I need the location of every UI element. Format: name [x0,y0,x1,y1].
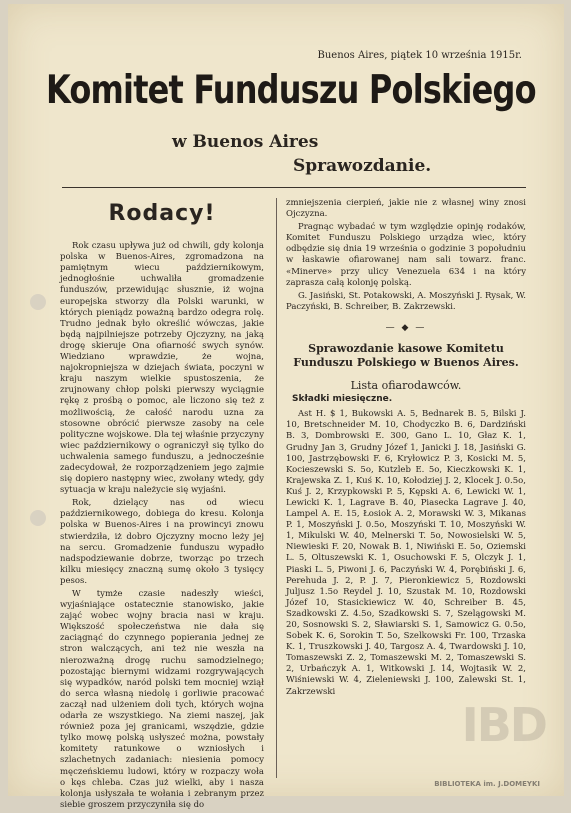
header-rule [62,187,526,188]
paragraph: W tymże czasie nadeszły wieści, wyjaśniające ostatecznie stanowisko, jakie zająć wobec wojny bracia nasi w kraju. Większość społeczeństwa nie dała się zaciągnąć do czynnego popierania jednej ze stron walczących, ani też nie weszła na nierozważną drogę ruchu samodzielnego; pozostając biernymi widzami rozgrywających się wypadków, naród polski tem mocniej wziął do serca własną niedolę i gorliwie pracować zaczął nad ulżeniem doli tych, których wojna odarła ze wszystkiego. Na ziemi naszej, jak również poza jej granicami, wszędzie, gdzie tylko mowę polską usłyszeć można, powstały komitety ratunkowe o wzniosłych i szlachetnych zadaniach: niesienia pomocy męczeńskiemu ludowi, który w rozpaczy woła o kęs chleba. Czas już wielki, aby i nasza kolonja usłyszała te wołania i zebranym przez siebie groszem przyczyniła się do [60,589,264,810]
appeal-heading: Rodacy! [108,201,216,226]
document-title: Komitet Funduszu Polskiego [46,68,536,113]
donor-list: Ast H. $ 1, Bukowski A. 5, Bednarek B. 5, Bilski J. 10, Bretschneider M. 10, Chodyczko B. 6, Dardziński B. 3, Dombrowski E. 300, Gano L. 10, Głaz K. 1, Grudny Jan 3, Grudny Józef 1, Janicki J. 18, Jasiński G. 100, Jastrzębowski F. 6, Kryłowicz P. 3, Kosicki M. 5, Kocieszewski S. 5o, Kutzleb E. 5o, Kieczkowski K. 1, Krajewska Z. 1, Kuś K. 10, Kołodziej J. 2, Klocek J. 0.5o, Kuś J. 2, Krzypkowski P. 5, Kępski A. 6, Lewicki W. 1, Lewicki K. 1, Lagrave B. 40, Piasecka Lagrave J. 40, Lampel A. E. 15, Łosiok A. 2, Morawski W. 3, Mikanas P. 1, Moszyński J. 0.5o, Moszyński T. 10, Moszyński W. 1, Mikulski W. 40, Melnerski T. 5o, Nowosielski W. 5, Niewieski F. 20, Nowak B. 1, Niwiński E. 5o, Oziemski L. 5, Oltuszewski K. 1, Osuchowski F. 5, Olczyk J. 1, Piaski L. 5, Piwoni J. 6, Paczyński W. 4, Porębiński J. 6, Perehuda J. 2, P. J. 7, Pieronkiewicz 5, Rozdowski Juljusz 1.5o Reydel J. 10, Szustak M. 10, Rozdowski Józef 10, Stasickiewicz W. 40, Schreiber B. 45, Szadkowski Z. 4.5o, Szadkowski S. 7, Szelągowski M. 20, Sosnowski S. 2, Sławiarski S. 1, Samowicz G. 0.5o, Sobek K. 6, Sorokin T. 5o, Szelkowski Fr. 100, Trzaska K. 1, Truszkowski J. 40, Targosz A. 4, Twardowski J. 10, Tomaszewski Z. 2, Tomaszewski M. 2, Tomaszewski S. 2, Urbańczyk A. 1, Witkowski J. 14, Wojtasik W. 2, Wiśniewski W. 4, Zieleniewski J. 100, Zalewski St. 1, Zakrzewski [286,409,526,697]
left-column [60,202,264,813]
donor-list-subtitle: Składki miesięczne. [292,394,393,405]
subtitle-location: w Buenos Aires [172,132,319,152]
signatories: G. Jasiński, St. Potakowski, A. Moszyński J. Rysak, W. Paczyński, B. Schreiber, B. Zakrzewski. [286,290,526,312]
paragraph: zmniejszenia cierpień, jakie nie z własnej winy znosi Ojczyzna. [286,198,526,220]
report-section-title: Sprawozdanie kasowe Komitetu Funduszu Polskiego w Buenos Aires. [293,342,519,370]
donor-list-title: Lista ofiarodawców. [350,379,462,393]
subtitle-report: Sprawozdanie. [293,156,432,176]
document-date: Buenos Aires, piątek 10 września 1915r. [317,50,522,61]
paragraph: Pragnąc wybadać w tym względzie opinję rodaków, Komitet Funduszu Polskiego urządza wiec, który odbędzie się dnia 19 września o godzinie 3 popołudniu w łaskawie ofiarowanej nam sali towarz. franc. «Minerve» przy ulicy Venezuela 634 i na który zaprasza całą kolonję polską. [286,222,526,288]
library-stamp-logo: IBD [461,698,546,752]
document-page [8,4,564,810]
paragraph: Rok, dzielący nas od wiecu październikowego, dobiega do kresu. Kolonja polska w Buenos-Aires i na prowincyi znowu stwierdziła, iż dobro Ojczyzny mocno leży jej na sercu. Gromadzenie funduszu wypadło nadspodziewanie dobrze, tworząc po trzech kilku miesięcy znaczną sumę około 3 tysięcy pesos. [60,498,264,586]
punch-hole [30,510,46,526]
column-divider [276,198,277,778]
section-divider: — ◆ — [385,322,427,333]
punch-hole [30,294,46,310]
paragraph: Rok czasu upływa już od chwili, gdy kolonja polska w Buenos-Aires, zgromadzona na pamiętnym wiecu październikowym, jednogłośnie uchwaliła gromadzenie funduszów, przewidując słusznie, iż wojna europejska stworzy dla Polski warunki, w których pieniądz poważną bardzo odegra rolę. Trudno jednak było określić wówczas, jakie będą najpilniejsze potrzeby Ojczyzny, na jaką drogę skieruje Ona ofiarność swych synów. Wiedziano wprawdzie, że wojna, najokropniejsza w dziejach świata, poczyni w kraju naszym wielkie spustoszenia, że zrujnowany chłop polski pierwszy wyciągnie rękę z prośbą o pomoc, ale liczono się też z możliwością, że całość narodu uzna za stosowne obrócić pierwsze zasoby na cele polityczne wojskowe. Dla tej właśnie przyczyny wiec październikowy o ograniczył się tylko do uchwalenia samego funduszu, a jednocześnie zadecydował, że rozporządzeniem jego zajmie się dopiero następny wiec, zwołany wtedy, gdy sytuacja w kraju należycie się wyjaśni. [60,241,264,496]
right-column [286,198,526,700]
library-stamp-text: BIBLIOTEKA im. J.DOMEYKI [434,780,540,788]
